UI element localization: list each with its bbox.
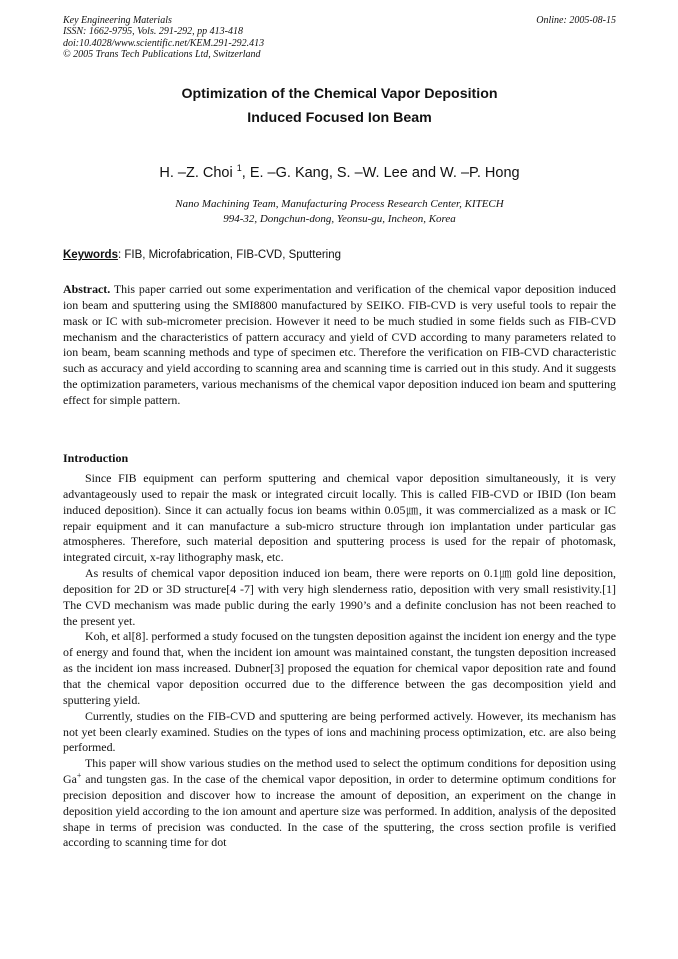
issn-line: ISSN: 1662-9795, Vols. 291-292, pp 413-418 — [63, 26, 243, 38]
intro-p5-text-b: and tungsten gas. In the case of the chemical vapor deposition, in order to determine optimum conditions for precision deposition and discover how to increase the amount of deposition, an experiment on the change in deposition yield according to the ion amount and aperture size was performed. In addition, analysis of the deposited shape in terms of precision was conducted. In the case of the sputtering, the cross section profile is verified according to scanning time for dot — [63, 772, 616, 850]
abstract-text: This paper carried out some experimentation and verification of the chemical vapor deposition induced ion beam and sputtering using the SMI8800 manufactured by SEIKO. FIB-CVD is very useful tools to repair the mask or IC with sub-micrometer precision. However it need to be much studied in some fields such as FIB-CVD mechanism and the characteristics of pattern accuracy and yield of CVD according to many parameters related to ion beam, beam scanning methods and type of specimen etc. Therefore the verification on FIB-CVD characteristic such as accuracy and yield according to scanning area and scanning time is carried out in this study. And it suggests the optimization parameters, various mechanisms of the chemical vapor deposition induced ion beam and sputtering effect for simple pattern. — [63, 282, 616, 407]
author-list — [63, 163, 616, 183]
abstract-label: Abstract. — [63, 282, 111, 296]
keywords-colon: : — [117, 249, 125, 261]
keywords-label: Keywords — [63, 249, 118, 261]
ion-charge-superscript: + — [76, 771, 82, 781]
intro-paragraph: As results of chemical vapor deposition induced ion beam, there were reports on 0.1㎛ gold line deposition, deposition for 2D or 3D structure[4 -7] with very high slenderness ratio, deposition with very small resistivity.[1] The CVD mechanism was made public during the early 1990’s and a definite conclusion has not been reached to the present yet. — [63, 566, 616, 628]
affiliation-line-1: Nano Machining Team, Manufacturing Process Research Center, KITECH — [175, 198, 504, 210]
keywords-line — [63, 247, 616, 263]
intro-paragraph: Since FIB equipment can perform sputtering and chemical vapor deposition simultaneously, it is very advantageously used to repair the mask or integrated circuit locally. This is called FIB-CVD or IBID (Ion beam induced deposition). Since it can actually focus ion beams within 0.05㎛, it was commercialized as a mask or IC repair equipment and it can manufacture a sub-micro structure through ion implantation under particular gas atmospheres. Therefore, such material deposition and sputtering process is used for the repair of photomask, integrated circuit, x-ray lithography mask, etc. — [63, 471, 616, 565]
title-line-2: Induced Focused Ion Beam — [247, 110, 432, 126]
keywords-text: FIB, Microfabrication, FIB-CVD, Sputtering — [124, 249, 342, 261]
affiliation — [63, 197, 616, 227]
author-rest: , E. –G. Kang, S. –W. Lee and W. –P. Hong — [241, 165, 520, 181]
author-affil-mark: 1 — [236, 163, 242, 174]
intro-paragraph: Currently, studies on the FIB-CVD and sputtering are being performed actively. However, its mechanism has not yet been clearly examined. Studies on the types of ions and machining process optimization, etc. are also being performed. — [63, 708, 616, 755]
abstract — [63, 282, 616, 409]
journal-name: Key Engineering Materials — [63, 15, 172, 26]
intro-p5-text-a: This paper will show various studies on the method used to select the optimum conditions for deposition using Ga — [63, 756, 616, 787]
paper-title — [63, 82, 616, 130]
section-heading-introduction: Introduction — [63, 451, 129, 465]
title-line-1: Optimization of the Chemical Vapor Deposition — [181, 86, 498, 102]
intro-paragraph: Koh, et al[8]. performed a study focused on the tungsten deposition against the incident ion energy and the type of energy and found that, when the incident ion amount was maintained constant, the tungsten deposition increased as the incident ion mass increased. Dubner[3] proposed the equation for chemical vapor deposition rate and found that the chemical vapor deposition occurred due to the difference between the gas decomposition yield and sputtering yield. — [63, 629, 616, 707]
doi-line: doi:10.4028/www.scientific.net/KEM.291-292.413 — [63, 37, 265, 49]
copyright-line: © 2005 Trans Tech Publications Ltd, Switzerland — [63, 48, 261, 60]
affiliation-line-2: 994-32, Dongchun-dong, Yeonsu-gu, Incheon, Korea — [223, 213, 456, 225]
introduction-body — [63, 471, 616, 851]
journal-header — [63, 15, 616, 60]
online-date: Online: 2005-08-15 — [536, 15, 616, 26]
intro-paragraph — [63, 756, 616, 851]
author-first: H. –Z. Choi — [159, 165, 237, 181]
